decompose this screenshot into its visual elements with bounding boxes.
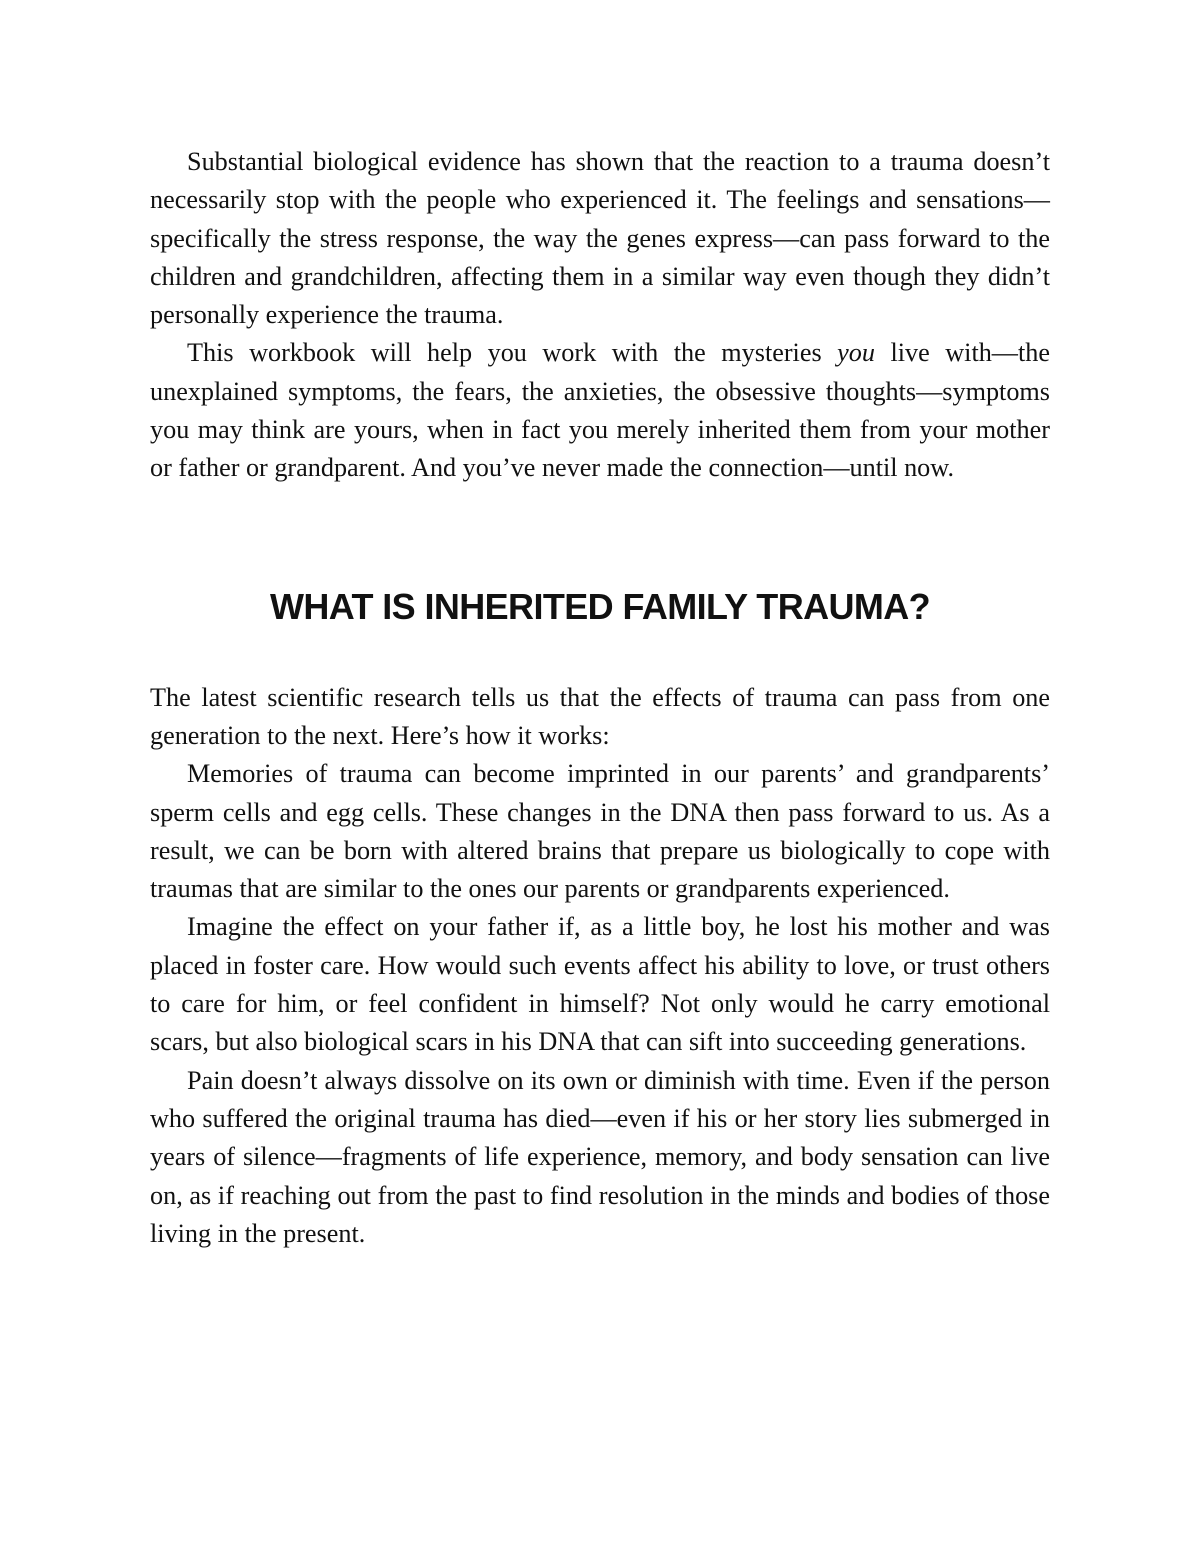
section-paragraph: Memories of trauma can become imprinted in our parents’ and grandparents’ sperm cells and egg cells. These changes in the DNA then pass forward to us. As a result, we can be born with altered brains that prepare us biologically to cope with traumas that are similar to the ones our parents or grandparents experienced. <box>150 759 1050 904</box>
section-paragraph: Pain doesn’t always dissolve on its own or diminish with time. Even if the person who suffered the original trauma has died—even if his or her story lies submerged in years of silence—fragments of life experience, memory, and body sensation can live on, as if reaching out from the past to find resolution in the minds and bodies of those living in the present. <box>150 1065 1050 1248</box>
section-paragraph: Imagine the effect on your father if, as a little boy, he lost his mother and was placed in foster care. How would such events affect his ability to love, or trust others to care for him, or feel confident in himself? Not only would he carry emotional scars, but also biological scars in his DNA that can sift into succeeding generations. <box>150 912 1050 1057</box>
paragraph-text: live with—the unexplained symptoms, the fears, the anxieties, the obsessive thoughts—symptoms you may think are yours, when in fact you merely inherited them from your mother or father or grandparent. And you’ve never made the connection—until now. <box>150 338 1050 483</box>
paragraph-text: This workbook will help you work with the mysteries <box>187 338 838 368</box>
intro-paragraph-workbook <box>150 334 1050 487</box>
section-paragraph: The latest scientific research tells us that the effects of trauma can pass from one generation to the next. Here’s how it works: <box>150 682 1050 750</box>
section-heading: WHAT IS INHERITED FAMILY TRAUMA? <box>269 585 931 627</box>
document-page <box>150 143 1050 1253</box>
emphasized-word: you <box>837 338 875 368</box>
intro-paragraph: Substantial biological evidence has shown that the reaction to a trauma doesn’t necessarily stop with the people who experienced it. The feelings and sensations—specifically the stress response, the way the genes express—can pass forward to the children and grandchildren, affecting them in a similar way even though they didn’t personally experience the trauma. <box>150 147 1050 330</box>
